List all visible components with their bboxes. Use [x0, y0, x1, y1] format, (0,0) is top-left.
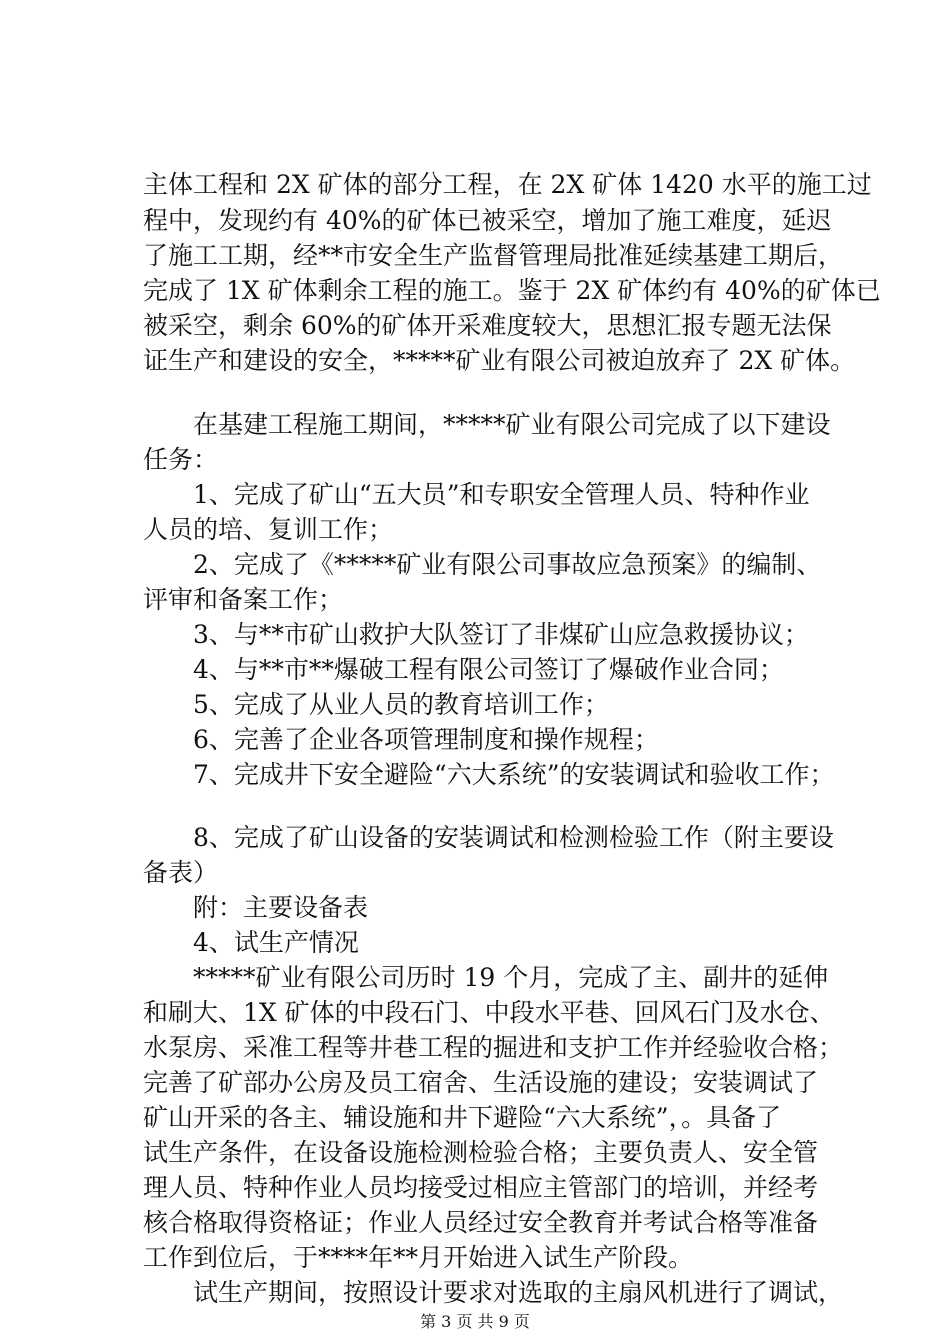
- body-line: 工作到位后，于****年**月开始进入试生产阶段。: [143, 1243, 694, 1272]
- body-line: 附：主要设备表: [143, 893, 369, 922]
- body-line: 试生产条件，在设备设施检测检验合格；主要负责人、安全管: [143, 1138, 819, 1167]
- body-line: 完成了 1X 矿体剩余工程的施工。鉴于 2X 矿体约有 40%的矿体已: [143, 276, 881, 305]
- body-line: 8、完成了矿山设备的安装调试和检测检验工作（附主要设: [143, 823, 834, 852]
- body-line: 备表）: [143, 858, 219, 887]
- body-line: 理人员、特种作业人员均接受过相应主管部门的培训，并经考: [143, 1173, 819, 1202]
- body-line: 和刷大、1X 矿体的中段石门、中段水平巷、回风石门及水仓、: [143, 998, 835, 1027]
- body-line: 4、与**市**爆破工程有限公司签订了爆破作业合同；: [143, 655, 784, 684]
- body-line: 证生产和建设的安全，*****矿业有限公司被迫放弃了 2X 矿体。: [143, 346, 856, 375]
- body-line: 2、完成了《*****矿业有限公司事故应急预案》的编制、: [143, 550, 822, 579]
- page-number-footer: 第 3 页 共 9 页: [420, 1312, 530, 1331]
- body-line: 评审和备案工作；: [143, 585, 344, 614]
- body-line: 3、与**市矿山救护大队签订了非煤矿山应急救援协议；: [143, 620, 809, 649]
- body-line: 主体工程和 2X 矿体的部分工程，在 2X 矿体 1420 水平的施工过: [143, 170, 872, 199]
- body-line: 了施工工期，经**市安全生产监督管理局批准延续基建工期后，: [143, 241, 844, 270]
- body-line: 被采空，剩余 60%的矿体开采难度较大，思想汇报专题无法保: [143, 311, 832, 340]
- body-line: 5、完成了从业人员的教育培训工作；: [143, 690, 609, 719]
- body-line: 1、完成了矿山“五大员”和专职安全管理人员、特种作业: [143, 480, 810, 509]
- body-line: 试生产期间，按照设计要求对选取的主扇风机进行了调试，: [143, 1278, 844, 1307]
- body-line: *****矿业有限公司历时 19 个月，完成了主、副井的延伸: [143, 963, 829, 992]
- body-line: 人员的培、复训工作；: [143, 515, 394, 544]
- body-line: 核合格取得资格证；作业人员经过安全教育并考试合格等准备: [143, 1208, 819, 1237]
- body-line: 任务：: [143, 445, 219, 474]
- body-line: 在基建工程施工期间，*****矿业有限公司完成了以下建设: [143, 410, 831, 439]
- body-line: 7、完成井下安全避险“六大系统”的安装调试和验收工作；: [143, 760, 835, 789]
- body-line: 6、完善了企业各项管理制度和操作规程；: [143, 725, 659, 754]
- body-line: 程中，发现约有 40%的矿体已被采空，增加了施工难度，延迟: [143, 206, 832, 235]
- body-line: 水泵房、采准工程等井巷工程的掘进和支护工作并经验收合格；: [143, 1033, 844, 1062]
- body-line: 4、试生产情况: [143, 928, 359, 957]
- body-line: 矿山开采的各主、辅设施和井下避险“六大系统”，。具备了: [143, 1103, 782, 1132]
- body-line: 完善了矿部办公房及员工宿舍、生活设施的建设；安装调试了: [143, 1068, 819, 1097]
